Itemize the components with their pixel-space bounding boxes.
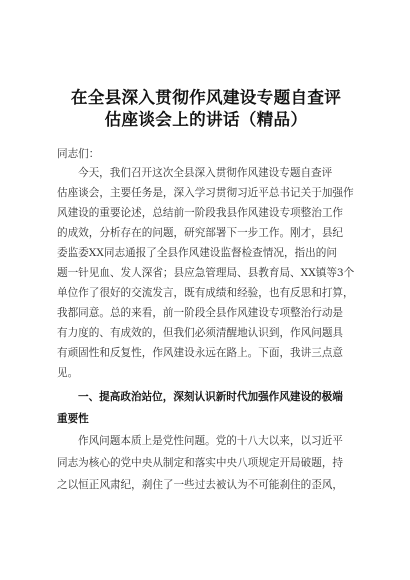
paragraph-1-line: 的成效，分析存在的问题，研究部署下一步工作。刚才，县纪 bbox=[57, 227, 344, 239]
paragraph-1-line: 见。 bbox=[57, 367, 79, 379]
paragraph-1-line: 估座谈会，主要任务是，深入学习贯彻习近平总书记关于加强作 bbox=[57, 187, 354, 199]
paragraph-1-line: 有力度的、有成效的，但我们必须清醒地认识到，作风问题具 bbox=[57, 327, 344, 339]
paragraph-1-line: 题一针见血、发人深省；县应急管理局、县教育局、XX镇等3个 bbox=[57, 267, 355, 279]
section-heading-1-line: 一、提高政治站位，深刻认识新时代加强作风建设的极端 bbox=[78, 391, 343, 403]
document-title-line-1: 在全县深入贯彻作风建设专题自查评 bbox=[70, 88, 342, 107]
paragraph-1-line: 风建设的重要论述，总结前一阶段我县作风建设专项整治工作 bbox=[57, 207, 344, 219]
salutation: 同志们： bbox=[57, 148, 100, 160]
paragraph-1-line: 单位作了很好的交流发言，既有成绩和经验，也有反思和打算， bbox=[57, 287, 354, 299]
paragraph-2-line: 作风问题本质上是党性问题。党的十八大以来，以习近平 bbox=[78, 435, 343, 447]
paragraph-1-line: 委监委XX同志通报了全县作风建设监督检查情况，指出的问 bbox=[57, 247, 337, 259]
document-title-line-2: 估座谈会上的讲话（精品） bbox=[104, 110, 308, 129]
paragraph-1-line: 我都同意。总的来看，前一阶段全县作风建设专项整治行动是 bbox=[57, 307, 344, 319]
paragraph-2-line: 同志为核心的党中央从制定和落实中央八项规定开局破题，持 bbox=[57, 457, 344, 469]
paragraph-1-line: 今天，我们召开这次全县深入贯彻作风建设专题自查评 bbox=[78, 167, 333, 179]
paragraph-2-line: 之以恒正风肃纪，刹住了一些过去被认为不可能刹住的歪风， bbox=[57, 479, 344, 491]
section-heading-1-line: 重要性 bbox=[57, 413, 89, 425]
paragraph-1-line: 有顽固性和反复性，作风建设永远在路上。下面，我讲三点意 bbox=[57, 347, 344, 359]
